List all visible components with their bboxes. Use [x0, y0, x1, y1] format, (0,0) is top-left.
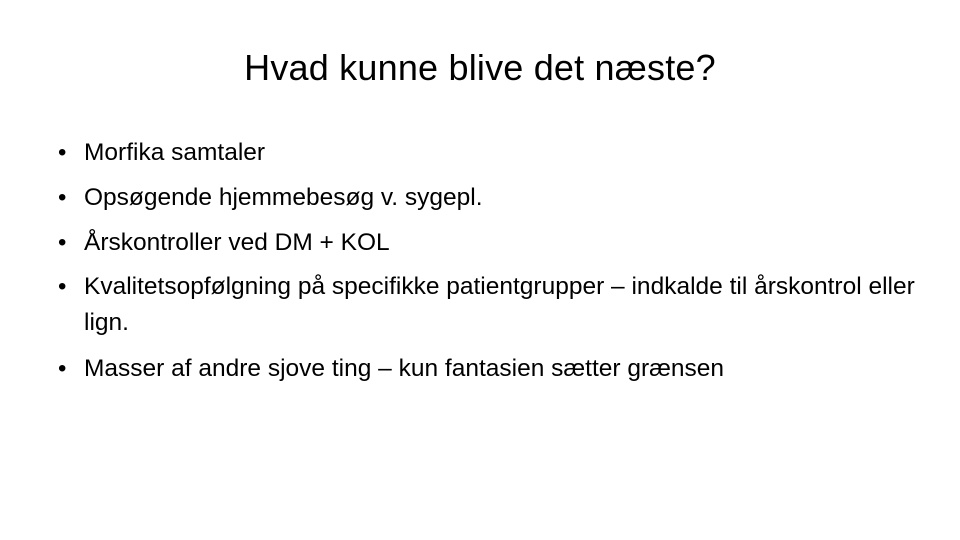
bullet-text: Opsøgende hjemmebesøg v. sygepl. — [84, 184, 483, 211]
bullet-icon: • — [58, 139, 67, 166]
bullet-text: Årskontroller ved DM + KOL — [84, 229, 390, 256]
slide-title: Hvad kunne blive det næste? — [244, 47, 716, 88]
list-item — [58, 130, 918, 175]
list-item — [58, 175, 918, 220]
list-item — [58, 220, 918, 265]
bullet-text: Masser af andre sjove ting – kun fantasien sætter grænsen — [84, 355, 725, 382]
bullet-icon: • — [58, 184, 67, 211]
bullet-icon: • — [58, 355, 67, 382]
list-item — [58, 346, 918, 391]
bullet-text: Kvalitetsopfølgning på specifikke patientgrupper – indkalde til årskontrol eller lign. — [84, 273, 915, 336]
bullet-list — [58, 130, 918, 391]
bullet-text: Morfika samtaler — [84, 139, 266, 166]
list-item — [58, 265, 918, 346]
bullet-icon: • — [58, 229, 67, 256]
bullet-icon: • — [58, 273, 67, 300]
